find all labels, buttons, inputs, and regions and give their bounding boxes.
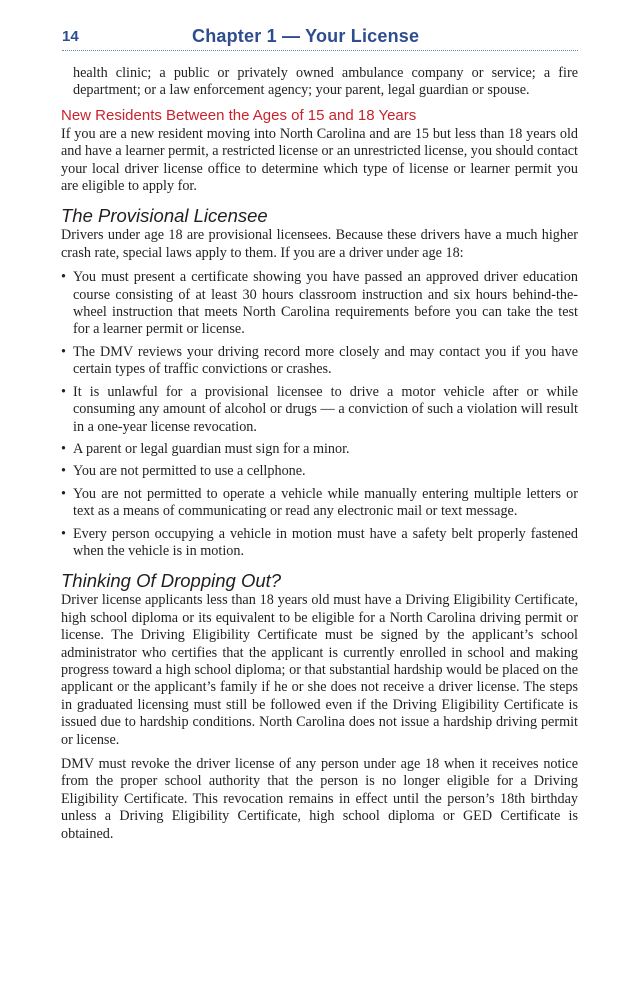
list-item-text: The DMV reviews your driving record more closely and may contact you if you have certain types of traffic convictions or crashes.	[73, 343, 578, 378]
dropping-out-heading: Thinking Of Dropping Out?	[61, 570, 282, 592]
list-item	[61, 384, 578, 436]
bullet-marker: •	[61, 525, 66, 542]
list-item-text: Every person occupying a vehicle in motion must have a safety belt properly fastened when the vehicle is in motion.	[73, 525, 578, 559]
list-item	[61, 269, 578, 339]
list-item-text: You must present a certificate showing you have passed an approved driver education course consisting of at least 30 hours classroom instruction and six hours behind-the-wheel instruction that meets North Carolina requirements before you can take the test for a learner permit or license.	[73, 269, 578, 338]
list-item	[61, 441, 578, 458]
list-item-text: It is unlawful for a provisional licensee to drive a motor vehicle after or while consuming any amount of alcohol or drugs — a conviction of such a violation will result in a one-year license revocation.	[73, 383, 578, 435]
list-item-text: You are not permitted to operate a vehicle while manually entering multiple letters or text as a means of communicating or read any electronic mail or text message.	[73, 485, 578, 520]
chapter-title: Chapter 1 — Your License	[192, 26, 420, 46]
bullet-marker: •	[61, 343, 66, 360]
list-item-text: You are not permitted to use a cellphone.	[73, 463, 306, 480]
new-residents-heading: New Residents Between the Ages of 15 and 18 Years	[61, 106, 417, 124]
list-item	[61, 344, 578, 379]
page-number: 14	[62, 28, 79, 45]
provisional-rules-list	[61, 269, 578, 560]
provisional-intro-paragraph: Drivers under age 18 are provisional licensees. Because these drivers have a much higher crash rate, special laws apply to them. If you are a driver under age 18:	[61, 227, 578, 261]
bullet-marker: •	[61, 463, 66, 480]
bullet-marker: •	[61, 440, 66, 457]
bullet-marker: •	[61, 383, 66, 400]
bullet-marker: •	[61, 269, 66, 286]
list-item	[61, 526, 578, 561]
new-residents-paragraph: If you are a new resident moving into North Carolina and are 15 but less than 18 years old and have a learner permit, a restricted license or an unrestricted license, you should contact your local driver license office to determine which type of license or learner permit you are eligible to apply for.	[61, 125, 578, 195]
list-item-text: A parent or legal guardian must sign for a minor.	[73, 440, 350, 457]
list-item	[61, 463, 578, 480]
bullet-marker: •	[61, 485, 66, 502]
page-header	[0, 0, 638, 52]
page-content	[61, 65, 578, 850]
continued-paragraph: health clinic; a public or privately owned ambulance company or service; a fire department; or a law enforcement agency; your parent, legal guardian or spouse.	[73, 65, 578, 99]
dropping-out-paragraph-2: DMV must revoke the driver license of any person under age 18 when it receives notice from the proper school authority that the person is no longer eligible for a Driving Eligibility Certificate. This revocation remains in effect until the person’s 18th birthday unless a Driving Eligibility Certificate, high school diploma or GED Certificate is obtained.	[61, 756, 578, 842]
header-divider	[62, 50, 578, 51]
list-item	[61, 486, 578, 521]
provisional-licensee-heading: The Provisional Licensee	[61, 205, 268, 227]
dropping-out-paragraph-1: Driver license applicants less than 18 years old must have a Driving Eligibility Certificate, high school diploma or its equivalent to be eligible for a North Carolina driving permit or license. The Driving Eligibility Certificate must be signed by the applicant’s school administrator who certifies that the applicant is currently enrolled in school and making progress toward a high school diploma; or that substantial hardship would be placed on the applicant or the applicant’s family if he or she does not receive a driver license. The steps in graduated licensing must still be followed even if the Driving Eligibility Certificate is issued due to hardship conditions. North Carolina does not issue a hardship driving permit or license.	[61, 592, 578, 748]
